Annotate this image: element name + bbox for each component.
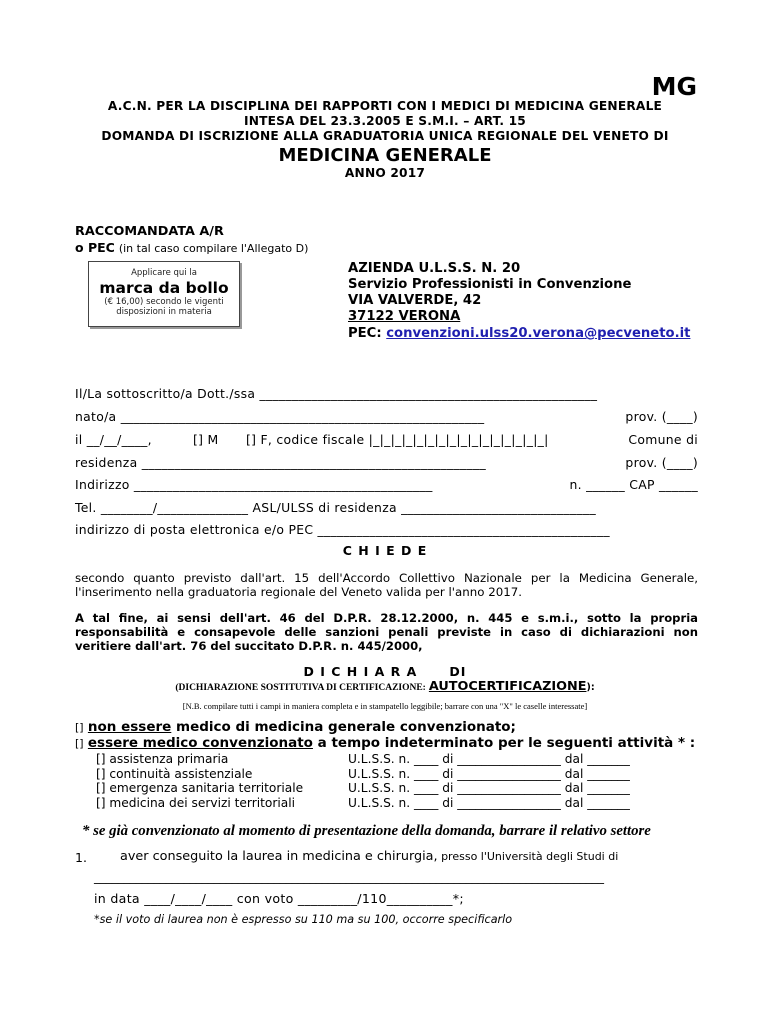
option-1-checkbox[interactable]: [] <box>75 721 84 734</box>
recipient-pec-label: PEC: <box>348 326 382 341</box>
recipient-street: VIA VALVERDE, 42 <box>348 293 482 308</box>
dichiara-subheading <box>0 679 770 694</box>
field-birthdate-line[interactable] <box>75 432 698 447</box>
form-code: MG <box>651 72 697 101</box>
checkbox-male[interactable]: [] M <box>193 432 219 447</box>
field-residence[interactable]: residenza _____________________________________________________ <box>75 455 486 470</box>
chiede-paragraph-1a: secondo quanto previsto dall'art. 15 dell'Accordo Collettivo Nazionale per la Medicina Generale, <box>75 571 698 585</box>
pec-prefix: o PEC <box>75 240 115 255</box>
raccomandata-label: RACCOMANDATA A/R <box>75 224 224 239</box>
option-1-emphasis: non essere <box>87 719 172 735</box>
header-line-1: A.C.N. PER LA DISCIPLINA DEI RAPPORTI CON I MEDICI DI MEDICINA GENERALE <box>107 99 663 113</box>
recipient-pec-email-link[interactable]: convenzioni.ulss20.verona@pecveneto.it <box>386 326 691 341</box>
university-name-field[interactable]: _____________________________________________________________________________________ <box>94 870 604 884</box>
activity-ulss-fields[interactable]: U.L.S.S. n. ____ di _________________ dal _______ <box>348 781 630 795</box>
option-2-checkbox[interactable]: [] <box>75 737 84 750</box>
stamp-bottom-text-1: (€ 16,00) secondo le vigenti <box>104 297 224 307</box>
option-convenzionato[interactable] <box>75 735 695 751</box>
item-1-text <box>120 849 618 864</box>
field-birthplace[interactable]: nato/a ________________________________________________________ <box>75 409 485 424</box>
autocertificazione-label: AUTOCERTIFICAZIONE <box>428 679 587 694</box>
activity-ulss-fields[interactable]: U.L.S.S. n. ____ di _________________ dal _______ <box>348 767 630 781</box>
grade-note: *se il voto di laurea non è espresso su 110 ma su 100, occorre specificarlo <box>94 913 513 926</box>
dichiara-heading: D I C H I A R A DI <box>303 664 467 679</box>
year-label: ANNO 2017 <box>344 166 426 180</box>
pec-note: (in tal caso compilare l'Allegato D) <box>118 242 309 255</box>
dichiara-sub-suffix: ): <box>586 682 595 693</box>
field-birthplace-line[interactable] <box>75 409 698 424</box>
item-1-text-university: presso l'Università degli Studi di <box>437 850 619 863</box>
activity-ulss-fields[interactable]: U.L.S.S. n. ____ di _________________ dal _______ <box>348 752 630 766</box>
field-number-cap[interactable]: n. ______ CAP ______ <box>569 477 698 492</box>
convenzionato-footnote: * se già convenzionato al momento di presentazione della domanda, barrare il relativo settore <box>82 823 651 839</box>
activity-label[interactable]: [] continuità assistenziale <box>96 767 253 781</box>
activity-label[interactable]: [] assistenza primaria <box>96 752 229 766</box>
chiede-paragraph-1b: l'inserimento nella graduatoria regionale del Veneto valida per l'anno 2017. <box>75 585 522 599</box>
stamp-bottom-text-2: disposizioni in materia <box>116 307 212 317</box>
field-name-line[interactable]: Il/La sottoscritto/a Dott./ssa ____________________________________________________ <box>75 386 598 401</box>
field-phone-asl-line[interactable]: Tel. ________/______________ ASL/ULSS di residenza ______________________________ <box>75 500 596 515</box>
activity-label[interactable]: [] medicina dei servizi territoriali <box>96 796 295 810</box>
item-1-number: 1. <box>75 850 87 865</box>
field-email-line[interactable]: indirizzo di posta elettronica e/o PEC _____________________________________________ <box>75 522 610 537</box>
option-1-text: medico di medicina generale convenzionato; <box>171 719 516 735</box>
activity-ulss-fields[interactable]: U.L.S.S. n. ____ di _________________ dal _______ <box>348 796 630 810</box>
option-not-convenzionato[interactable] <box>75 719 516 735</box>
stamp-top-text: Applicare qui la <box>131 268 197 278</box>
recipient-office: Servizio Professionisti in Convenzione <box>348 277 632 292</box>
field-fiscal-code[interactable]: [] F, codice fiscale |_|_|_|_|_|_|_|_|_|_|_|_|_|_|_|_| <box>246 432 549 447</box>
item-1-text-main: aver conseguito la laurea in medicina e chirurgia, <box>120 849 438 864</box>
chiede-paragraph-2a: A tal fine, ai sensi dell'art. 46 del D.P.R. 28.12.2000, n. 445 e s.m.i., sotto la propria <box>75 611 698 625</box>
dichiara-sub-prefix: (DICHIARAZIONE SOSTITUTIVA DI CERTIFICAZIONE: <box>175 683 426 693</box>
graduation-date-grade-field[interactable]: in data ____/____/____ con voto _________/110__________*; <box>94 891 464 906</box>
field-residence-line[interactable] <box>75 455 698 470</box>
header-line-3: DOMANDA DI ISCRIZIONE ALLA GRADUATORIA UNICA REGIONALE DEL VENETO DI <box>101 129 669 143</box>
field-address[interactable]: Indirizzo ______________________________________________ <box>75 477 433 492</box>
chiede-heading: C H I E D E <box>342 543 428 558</box>
field-address-line[interactable] <box>75 477 698 492</box>
field-birth-province[interactable]: prov. (____) <box>625 409 698 424</box>
recipient-pec <box>348 326 690 341</box>
pec-line <box>75 240 308 255</box>
stamp-title: marca da bollo <box>99 279 229 297</box>
field-birthdate[interactable]: il __/__/____, <box>75 432 152 447</box>
option-2-text: a tempo indeterminato per le seguenti attività * : <box>312 735 696 751</box>
chiede-paragraph-2b: responsabilità e consapevole delle sanzioni penali previste in caso di dichiarazioni non <box>75 625 698 639</box>
header-line-2: INTESA DEL 23.3.2005 E S.M.I. – ART. 15 <box>244 114 526 128</box>
activity-label[interactable]: [] emergenza sanitaria territoriale <box>96 781 304 795</box>
revenue-stamp-box <box>88 261 240 327</box>
chiede-paragraph-2c: veritiere dall'art. 76 del succitato D.P.R. n. 445/2000, <box>75 639 423 653</box>
page-title: MEDICINA GENERALE <box>278 145 492 166</box>
option-2-emphasis: essere medico convenzionato <box>87 735 313 751</box>
recipient-name: AZIENDA U.L.S.S. N. 20 <box>348 261 521 276</box>
dichiara-note: [N.B. compilare tutti i campi in maniera completa e in stampatello leggibile; barrare con una "X" le caselle interessate] <box>182 701 588 711</box>
recipient-city: 37122 VERONA <box>348 309 461 324</box>
field-residence-province[interactable]: prov. (____) <box>625 455 698 470</box>
comune-label: Comune di <box>628 432 698 447</box>
